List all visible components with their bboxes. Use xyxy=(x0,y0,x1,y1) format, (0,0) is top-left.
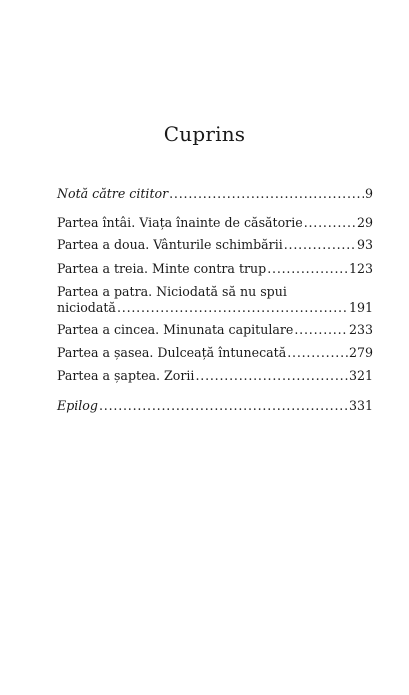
toc-entry-page: 9 xyxy=(364,186,373,201)
toc-entry-page: 233 xyxy=(348,322,373,337)
toc-entry-label: Notă către cititor xyxy=(57,186,169,201)
toc-entry-label: Partea a cincea. Minunata capitulare xyxy=(57,322,294,337)
toc-entry-label-line1: Partea a patra. Niciodată să nu spui xyxy=(57,284,287,299)
dot-leader xyxy=(117,300,348,316)
page-title: Cuprins xyxy=(163,122,246,146)
toc-entry-part-1[interactable] xyxy=(57,215,373,231)
toc-entry-page: 279 xyxy=(348,345,373,360)
toc-entry-page: 29 xyxy=(356,215,373,230)
toc-entry-page: 93 xyxy=(356,237,373,252)
toc-entry-page: 191 xyxy=(348,300,373,315)
dot-leader xyxy=(267,261,348,277)
toc-entry-page: 123 xyxy=(348,261,373,276)
dot-leader xyxy=(287,345,348,361)
toc-entry-page: 321 xyxy=(348,368,373,383)
toc-entry-label: Partea întâi. Viața înainte de căsătorie xyxy=(57,215,303,230)
toc-entry-part-5[interactable] xyxy=(57,322,373,338)
dot-leader xyxy=(304,215,356,231)
toc-entry-part-4[interactable] xyxy=(57,284,373,316)
toc-entry-note[interactable] xyxy=(57,186,373,202)
toc-entry-part-7[interactable] xyxy=(57,368,373,384)
toc-entry-label: Partea a șasea. Dulceață întunecată xyxy=(57,345,287,360)
toc-entry-part-2[interactable] xyxy=(57,237,373,253)
dot-leader xyxy=(169,186,364,202)
toc-entry-label: Partea a treia. Minte contra trup xyxy=(57,261,267,276)
toc-entry-label: niciodată xyxy=(57,300,116,315)
toc-entry-part-3[interactable] xyxy=(57,261,373,277)
toc-entry-label: Partea a doua. Vânturile schimbării xyxy=(57,237,283,252)
toc-entry-page: 331 xyxy=(348,398,373,413)
dot-leader xyxy=(99,398,348,414)
toc-entry-part-6[interactable] xyxy=(57,345,373,361)
toc-entry-epilogue[interactable] xyxy=(57,398,373,414)
toc-entry-label: Partea a șaptea. Zorii xyxy=(57,368,195,383)
dot-leader xyxy=(195,368,348,384)
dot-leader xyxy=(284,237,356,253)
dot-leader xyxy=(294,322,348,338)
toc-entry-label: Epilog xyxy=(57,398,98,413)
